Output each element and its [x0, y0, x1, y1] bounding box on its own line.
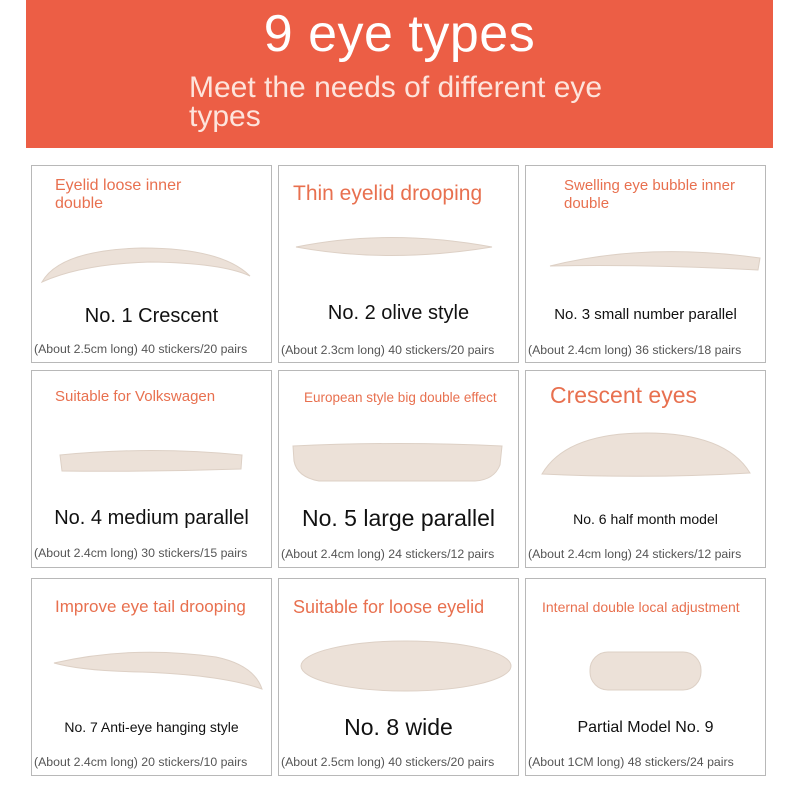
product-card-4 [31, 370, 272, 568]
product-card-1 [31, 165, 272, 363]
feature-text: Suitable for loose eyelid [293, 597, 485, 617]
wide-sticker-icon [279, 579, 519, 776]
model-name: No. 8 wide [344, 714, 453, 740]
large-parallel-sticker-icon [279, 371, 519, 568]
feature-text: Eyelid loose inner double [55, 177, 182, 212]
model-name: No. 1 Crescent [84, 305, 219, 327]
product-card-5 [278, 370, 519, 568]
model-name: No. 7 Anti-eye hanging style [64, 719, 239, 735]
model-name: No. 2 olive style [327, 302, 470, 324]
spec-text: (About 2.4cm long) 24 stickers/12 pairs [281, 547, 495, 561]
banner-subtitle: Meet the needs of different eye types [189, 71, 603, 133]
partial-sticker-icon [526, 579, 766, 776]
model-name: No. 6 half month model [573, 511, 718, 527]
spec-text: (About 2.5cm long) 40 stickers/20 pairs [34, 342, 248, 356]
half-month-sticker-icon [526, 371, 766, 568]
product-card-2 [278, 165, 519, 363]
feature-text: Suitable for Volkswagen [55, 388, 216, 405]
crescent-sticker-icon [32, 166, 272, 363]
anti-hanging-sticker-icon [32, 579, 272, 776]
feature-text: Internal double local adjustment [542, 599, 740, 615]
small-parallel-sticker-icon [526, 166, 766, 363]
model-name: Partial Model No. 9 [577, 719, 714, 736]
spec-text: (About 2.4cm long) 20 stickers/10 pairs [34, 755, 248, 769]
product-card-8 [278, 578, 519, 776]
feature-text: European style big double effect [304, 390, 497, 405]
medium-parallel-sticker-icon [32, 371, 272, 568]
olive-sticker-icon [279, 166, 519, 363]
feature-text: Crescent eyes [550, 382, 698, 408]
feature-text: Thin eyelid drooping [293, 182, 483, 205]
banner-title: 9 eye types [263, 5, 536, 63]
product-card-7 [31, 578, 272, 776]
product-card-3 [525, 165, 766, 363]
product-card-9 [525, 578, 766, 776]
feature-text: Improve eye tail drooping [55, 597, 246, 616]
spec-text: (About 2.4cm long) 24 stickers/12 pairs [528, 547, 742, 561]
product-card-6 [525, 370, 766, 568]
model-name: No. 4 medium parallel [54, 507, 249, 529]
spec-text: (About 2.5cm long) 40 stickers/20 pairs [281, 755, 495, 769]
spec-text: (About 1CM long) 48 stickers/24 pairs [528, 755, 734, 769]
spec-text: (About 2.3cm long) 40 stickers/20 pairs [281, 343, 495, 357]
feature-text: Swelling eye bubble inner double [564, 177, 735, 212]
spec-text: (About 2.4cm long) 30 stickers/15 pairs [34, 546, 248, 560]
model-name: No. 5 large parallel [301, 505, 496, 531]
model-name: No. 3 small number parallel [554, 306, 737, 323]
spec-text: (About 2.4cm long) 36 stickers/18 pairs [528, 343, 742, 357]
